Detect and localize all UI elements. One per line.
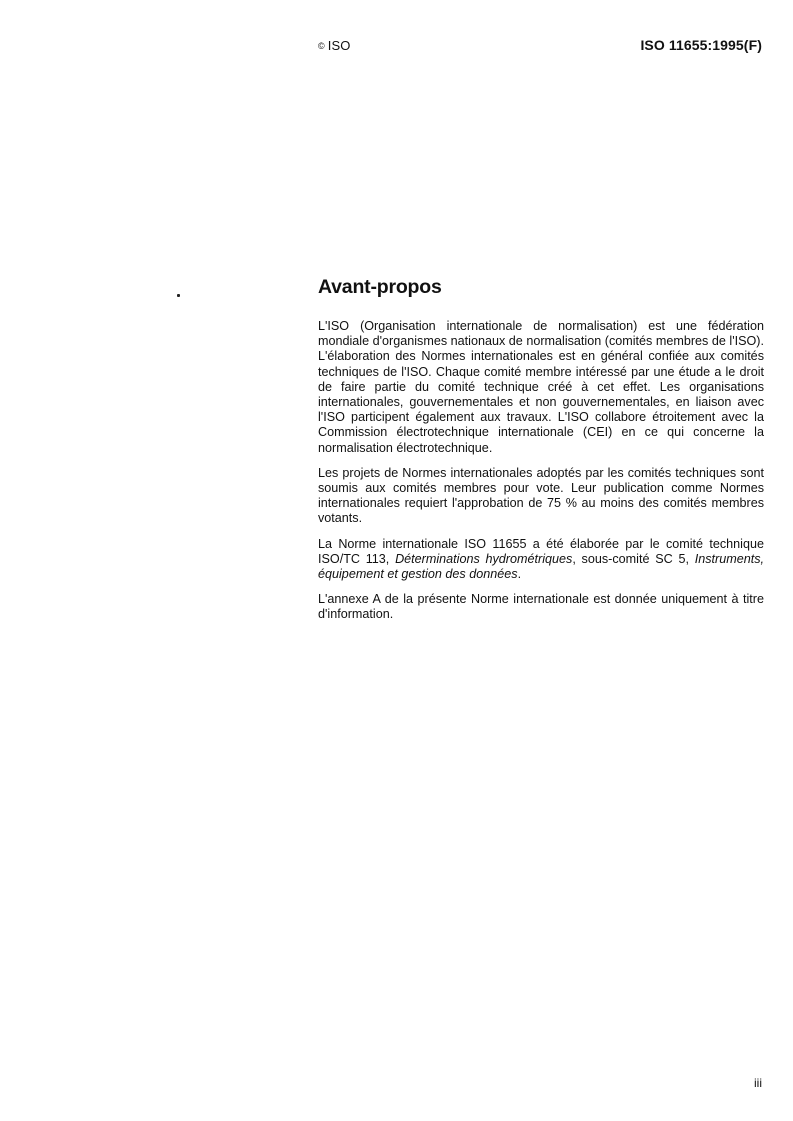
- copyright-header: [318, 38, 350, 53]
- paragraph-committee: [318, 537, 764, 583]
- paragraph-iso-intro: L'ISO (Organisation internationale de normalisation) est une fédération mondiale d'organismes nationaux de normalisation (comités membres de l'ISO). L'élaboration des Normes internationales est en général confiée aux comités techniques de l'ISO. Chaque comité membre intéressé par une étude a le droit de faire partie du comité technique créé à cet effet. Les organisations internationales, gouvernementales et non gouvernementales, en liaison avec l'ISO participent également aux travaux. L'ISO collabore étroitement avec la Commission électrotechnique internationale (CEI) en ce qui concerne la normalisation électrotechnique.: [318, 319, 764, 455]
- document-id: ISO 11655:1995(F): [640, 37, 762, 53]
- scan-artifact-dot: [177, 294, 180, 297]
- paragraph-annex: L'annexe A de la présente Norme internationale est donnée uniquement à titre d'information.: [318, 592, 764, 622]
- page-number: iii: [754, 1076, 762, 1090]
- committee-text-1: La Norme internationale ISO 11655 a été élaborée par le comité technique ISO/TC 113,: [318, 536, 764, 566]
- committee-text-2: , sous-comité SC 5,: [572, 551, 695, 566]
- paragraph-voting: Les projets de Normes internationales adoptés par les comités techniques sont soumis aux comités membres pour vote. Leur publication comme Normes internationales requiert l'approbation de 75 % au moins des comités membres votants.: [318, 465, 764, 526]
- committee-text-3: .: [517, 567, 522, 582]
- copyright-symbol: ©: [318, 41, 325, 51]
- subcommittee-name: Instruments, équipement et gestion des données: [318, 551, 764, 582]
- foreword-section: [318, 276, 764, 633]
- committee-name: Déterminations hydrométriques: [395, 551, 573, 566]
- copyright-owner: ISO: [327, 38, 351, 53]
- section-title: Avant-propos: [318, 276, 442, 298]
